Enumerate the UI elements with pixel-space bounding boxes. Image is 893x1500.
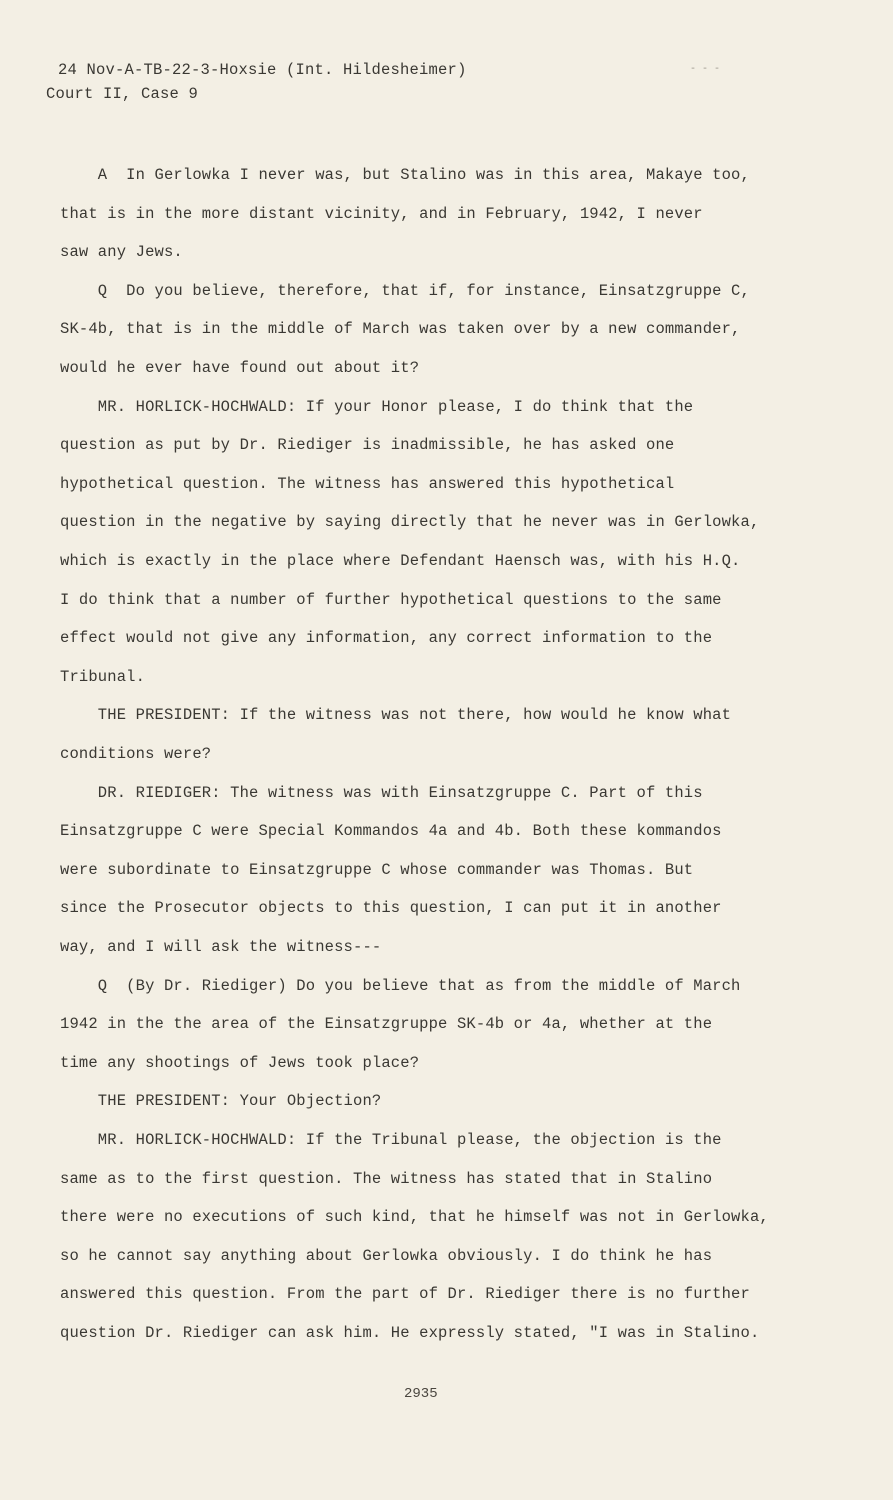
- transcript-line: same as to the first question. The witness has stated that in Stalino: [60, 1169, 713, 1188]
- transcript-line: question Dr. Riediger can ask him. He expressly stated, "I was in Stalino.: [60, 1324, 760, 1342]
- transcript-line: Tribunal.: [60, 667, 146, 686]
- transcript-line: that is in the more distant vicinity, and in February, 1942, I never: [60, 204, 703, 223]
- transcript-line: effect would not give any information, any correct information to the: [60, 629, 713, 648]
- transcript-line: SK-4b, that is in the middle of March was taken over by a new commander,: [60, 320, 741, 339]
- transcript-line: DR. RIEDIGER: The witness was with Einsatzgruppe C. Part of this: [60, 783, 703, 802]
- transcript-line: THE PRESIDENT: If the witness was not there, how would he know what: [60, 706, 732, 725]
- transcript-line: THE PRESIDENT: Your Objection?: [60, 1092, 382, 1111]
- transcript-line: Q Do you believe, therefore, that if, for instance, Einsatzgruppe C,: [60, 281, 750, 300]
- transcript-line: so he cannot say anything about Gerlowka obviously. I do think he has: [60, 1246, 713, 1265]
- transcript-line: MR. HORLICK-HOCHWALD: If the Tribunal please, the objection is the: [60, 1131, 722, 1149]
- transcript-line: Q (By Dr. Riediger) Do you believe that as from the middle of March: [60, 976, 741, 995]
- transcript-line: question as put by Dr. Riediger is inadmissible, he has asked one: [60, 436, 675, 455]
- transcript-line: answered this question. From the part of Dr. Riediger there is no further: [60, 1285, 750, 1304]
- transcript-line: since the Prosecutor objects to this question, I can put it in another: [60, 899, 722, 918]
- transcript-line: question in the negative by saying directly that he never was in Gerlowka,: [60, 513, 760, 532]
- transcript-line: I do think that a number of further hypothetical questions to the same: [60, 590, 722, 609]
- page-number: 2935: [404, 1386, 438, 1402]
- transcript-line: way, and I will ask the witness---: [60, 938, 382, 956]
- transcript-line: were subordinate to Einsatzgruppe C whose commander was Thomas. But: [60, 860, 694, 879]
- transcript-line: 1942 in the the area of the Einsatzgruppe SK-4b or 4a, whether at the: [60, 1015, 713, 1034]
- transcript-line: Einsatzgruppe C were Special Kommandos 4a and 4b. Both these kommandos: [60, 822, 722, 841]
- transcript-line: there were no executions of such kind, that he himself was not in Gerlowka,: [60, 1208, 769, 1227]
- transcript-line: saw any Jews.: [60, 243, 183, 262]
- transcript-line: would he ever have found out about it?: [60, 359, 420, 377]
- transcript-line: A In Gerlowka I never was, but Stalino was in this area, Makaye too,: [60, 166, 750, 184]
- corner-mark: - - -: [690, 64, 721, 75]
- transcript-line: hypothetical question. The witness has answered this hypothetical: [60, 474, 675, 493]
- transcript-line: time any shootings of Jews took place?: [60, 1053, 420, 1072]
- header-case-line: 24 Nov-A-TB-22-3-Hoxsie (Int. Hildesheimer): [58, 61, 467, 79]
- transcript-line: MR. HORLICK-HOCHWALD: If your Honor please, I do think that the: [60, 397, 694, 416]
- transcript-line: which is exactly in the place where Defendant Haensch was, with his H.Q.: [60, 552, 741, 570]
- document-header: [46, 58, 467, 106]
- transcript-line: conditions were?: [60, 745, 212, 763]
- header-court-line: Court II, Case 9: [46, 85, 199, 103]
